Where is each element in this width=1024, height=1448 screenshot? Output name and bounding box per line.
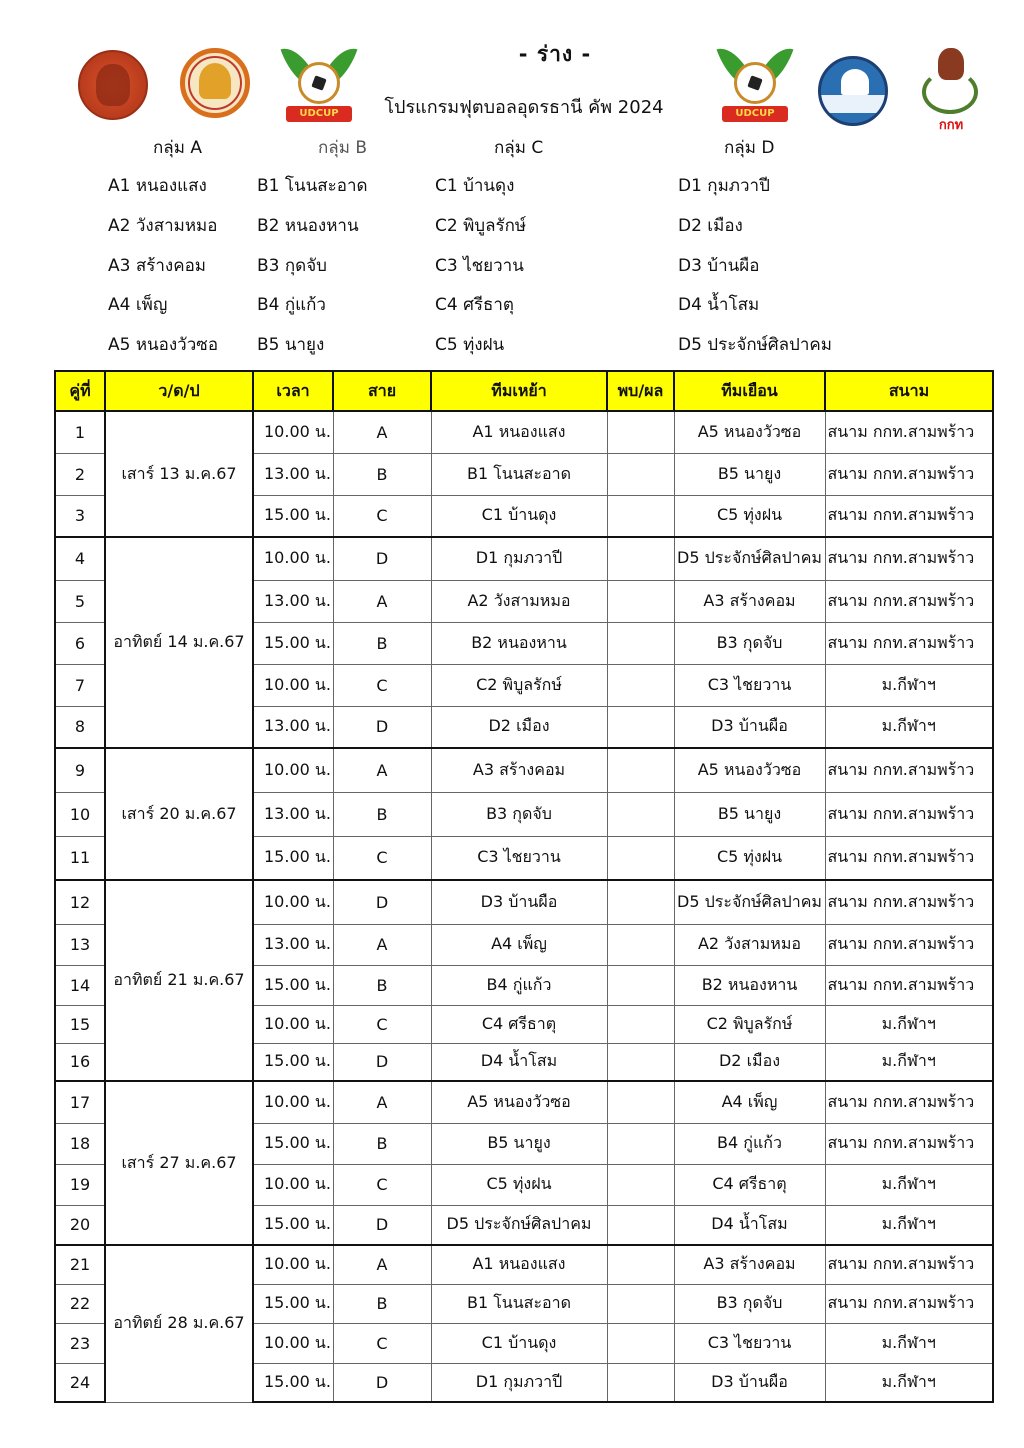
match-group-cell: A — [333, 1245, 431, 1284]
result-cell — [607, 664, 674, 706]
away-team-cell: C5 ทุ่งฝน — [674, 495, 825, 537]
result-cell — [607, 1245, 674, 1284]
home-team-cell: B3 กุดจับ — [431, 792, 607, 836]
venue-cell: สนาม กกท.สามพร้าว — [825, 537, 993, 580]
away-team-cell: C2 พิบูลรักษ์ — [674, 1005, 825, 1043]
home-team-cell: D1 กุมภวาปี — [431, 537, 607, 580]
col-header-venue: สนาม — [825, 371, 993, 411]
home-team-cell: A5 หนองวัวซอ — [431, 1081, 607, 1123]
away-team-cell: B5 นายูง — [674, 792, 825, 836]
match-time-cell: 10.00 น. — [253, 664, 333, 706]
result-cell — [607, 880, 674, 924]
home-team-cell: C5 ทุ่งฝน — [431, 1164, 607, 1205]
venue-cell: สนาม กกท.สามพร้าว — [825, 1081, 993, 1123]
away-team-cell: D2 เมือง — [674, 1043, 825, 1081]
venue-cell: ม.กีฬาฯ — [825, 1005, 993, 1043]
home-team-cell: A2 วังสามหมอ — [431, 580, 607, 622]
match-time-cell: 10.00 น. — [253, 1081, 333, 1123]
match-number-cell: 16 — [55, 1043, 105, 1081]
venue-cell: สนาม กกท.สามพร้าว — [825, 622, 993, 664]
result-cell — [607, 706, 674, 748]
match-number-cell: 17 — [55, 1081, 105, 1123]
match-time-cell: 13.00 น. — [253, 924, 333, 965]
venue-cell: สนาม กกท.สามพร้าว — [825, 580, 993, 622]
match-time-cell: 15.00 น. — [253, 1043, 333, 1081]
result-cell — [607, 965, 674, 1005]
match-number-cell: 18 — [55, 1123, 105, 1164]
match-group-cell: D — [333, 1205, 431, 1245]
venue-cell: สนาม กกท.สามพร้าว — [825, 880, 993, 924]
match-group-cell: B — [333, 792, 431, 836]
home-team-cell: B4 กู่แก้ว — [431, 965, 607, 1005]
group-team-item: A2 วังสามหมอ — [108, 216, 218, 236]
col-header-time: เวลา — [253, 371, 333, 411]
table-row — [55, 748, 993, 792]
away-team-cell: A5 หนองวัวซอ — [674, 748, 825, 792]
match-group-cell: B — [333, 1123, 431, 1164]
match-number-cell: 13 — [55, 924, 105, 965]
home-team-cell: D5 ประจักษ์ศิลปาคม — [431, 1205, 607, 1245]
match-time-cell: 15.00 น. — [253, 622, 333, 664]
match-group-cell: D — [333, 1363, 431, 1402]
match-number-cell: 10 — [55, 792, 105, 836]
venue-cell: สนาม กกท.สามพร้าว — [825, 1245, 993, 1284]
col-header-date: ว/ด/ป — [105, 371, 253, 411]
result-cell — [607, 622, 674, 664]
match-time-cell: 15.00 น. — [253, 965, 333, 1005]
home-team-cell: C1 บ้านดุง — [431, 1323, 607, 1363]
match-group-cell: A — [333, 924, 431, 965]
venue-cell: สนาม กกท.สามพร้าว — [825, 748, 993, 792]
home-team-cell: B1 โนนสะอาด — [431, 453, 607, 495]
result-cell — [607, 1081, 674, 1123]
match-group-cell: C — [333, 1323, 431, 1363]
match-number-cell: 8 — [55, 706, 105, 748]
match-group-cell: C — [333, 836, 431, 880]
table-row — [55, 880, 993, 924]
match-date-cell: เสาร์ 20 ม.ค.67 — [105, 748, 253, 880]
match-date-cell: อาทิตย์ 21 ม.ค.67 — [105, 880, 253, 1081]
match-group-cell: C — [333, 1164, 431, 1205]
home-team-cell: D1 กุมภวาปี — [431, 1363, 607, 1402]
away-team-cell: D3 บ้านผือ — [674, 1363, 825, 1402]
home-team-cell: C2 พิบูลรักษ์ — [431, 664, 607, 706]
match-number-cell: 20 — [55, 1205, 105, 1245]
away-team-cell: D4 น้ำโสม — [674, 1205, 825, 1245]
match-time-cell: 10.00 น. — [253, 411, 333, 453]
group-team-item: A3 สร้างคอม — [108, 256, 206, 276]
match-group-cell: B — [333, 965, 431, 1005]
group-team-item: B3 กุดจับ — [257, 256, 327, 276]
result-cell — [607, 537, 674, 580]
match-group-cell: A — [333, 580, 431, 622]
group-team-item: D5 ประจักษ์ศิลปาคม — [678, 335, 832, 355]
match-number-cell: 6 — [55, 622, 105, 664]
venue-cell: สนาม กกท.สามพร้าว — [825, 453, 993, 495]
group-team-item: B5 นายูง — [257, 335, 325, 355]
match-group-cell: A — [333, 748, 431, 792]
match-number-cell: 14 — [55, 965, 105, 1005]
home-team-cell: A1 หนองแสง — [431, 411, 607, 453]
match-time-cell: 15.00 น. — [253, 1363, 333, 1402]
result-cell — [607, 1123, 674, 1164]
match-number-cell: 1 — [55, 411, 105, 453]
page-title: โปรแกรมฟุตบอลอุดรธานี คัพ 2024 — [384, 97, 664, 118]
match-time-cell: 15.00 น. — [253, 836, 333, 880]
match-time-cell: 15.00 น. — [253, 495, 333, 537]
match-number-cell: 24 — [55, 1363, 105, 1402]
match-time-cell: 13.00 น. — [253, 580, 333, 622]
group-team-item: A5 หนองวัวซอ — [108, 335, 219, 355]
home-team-cell: A3 สร้างคอม — [431, 748, 607, 792]
match-group-cell: C — [333, 1005, 431, 1043]
home-team-cell: D3 บ้านผือ — [431, 880, 607, 924]
sports-authority-logo-text: กกท — [938, 118, 964, 133]
home-team-cell: C1 บ้านดุง — [431, 495, 607, 537]
match-number-cell: 22 — [55, 1284, 105, 1323]
away-team-cell: B3 กุดจับ — [674, 1284, 825, 1323]
match-number-cell: 12 — [55, 880, 105, 924]
result-cell — [607, 495, 674, 537]
result-cell — [607, 1005, 674, 1043]
match-group-cell: C — [333, 664, 431, 706]
away-team-cell: A3 สร้างคอม — [674, 580, 825, 622]
table-header-row — [55, 371, 993, 411]
result-cell — [607, 1363, 674, 1402]
home-team-cell: A1 หนองแสง — [431, 1245, 607, 1284]
col-header-match-no: คู่ที่ — [55, 371, 105, 411]
away-team-cell: D5 ประจักษ์ศิลปาคม — [674, 537, 825, 580]
col-header-group: สาย — [333, 371, 431, 411]
match-number-cell: 9 — [55, 748, 105, 792]
away-team-cell: C4 ศรีธาตุ — [674, 1164, 825, 1205]
group-c-heading: กลุ่ม C — [494, 138, 544, 158]
group-b-heading: กลุ่ม B — [318, 138, 367, 158]
col-header-away-team: ทีมเยือน — [674, 371, 825, 411]
group-d-heading: กลุ่ม D — [724, 138, 775, 158]
match-number-cell: 15 — [55, 1005, 105, 1043]
group-team-item: D4 น้ำโสม — [678, 295, 760, 315]
home-team-cell: B1 โนนสะอาด — [431, 1284, 607, 1323]
match-number-cell: 21 — [55, 1245, 105, 1284]
match-number-cell: 2 — [55, 453, 105, 495]
match-number-cell: 7 — [55, 664, 105, 706]
group-team-item: D2 เมือง — [678, 216, 743, 236]
group-team-item: B2 หนองหาน — [257, 216, 359, 236]
venue-cell: สนาม กกท.สามพร้าว — [825, 495, 993, 537]
group-team-item: C2 พิบูลรักษ์ — [435, 216, 527, 236]
away-team-cell: B5 นายูง — [674, 453, 825, 495]
home-team-cell: D4 น้ำโสม — [431, 1043, 607, 1081]
venue-cell: ม.กีฬาฯ — [825, 1043, 993, 1081]
away-team-cell: D5 ประจักษ์ศิลปาคม — [674, 880, 825, 924]
away-team-cell: A3 สร้างคอม — [674, 1245, 825, 1284]
match-time-cell: 15.00 น. — [253, 1205, 333, 1245]
udcup-logo-text: UDCUP — [286, 106, 352, 122]
match-group-cell: C — [333, 495, 431, 537]
venue-cell: สนาม กกท.สามพร้าว — [825, 792, 993, 836]
result-cell — [607, 792, 674, 836]
away-team-cell: B2 หนองหาน — [674, 965, 825, 1005]
home-team-cell: B2 หนองหาน — [431, 622, 607, 664]
away-team-cell: A2 วังสามหมอ — [674, 924, 825, 965]
group-team-item: D3 บ้านผือ — [678, 256, 760, 276]
col-header-home-team: ทีมเหย้า — [431, 371, 607, 411]
venue-cell: ม.กีฬาฯ — [825, 1205, 993, 1245]
result-cell — [607, 580, 674, 622]
venue-cell: สนาม กกท.สามพร้าว — [825, 924, 993, 965]
match-date-cell: อาทิตย์ 28 ม.ค.67 — [105, 1245, 253, 1402]
match-group-cell: B — [333, 622, 431, 664]
home-team-cell: C3 ไชยวาน — [431, 836, 607, 880]
away-team-cell: B4 กู่แก้ว — [674, 1123, 825, 1164]
home-team-cell: D2 เมือง — [431, 706, 607, 748]
result-cell — [607, 1284, 674, 1323]
col-header-result: พบ/ผล — [607, 371, 674, 411]
match-time-cell: 13.00 น. — [253, 706, 333, 748]
away-team-cell: C5 ทุ่งฝน — [674, 836, 825, 880]
group-team-item: A4 เพ็ญ — [108, 295, 168, 315]
match-number-cell: 3 — [55, 495, 105, 537]
group-a-heading: กลุ่ม A — [153, 138, 202, 158]
result-cell — [607, 1164, 674, 1205]
match-number-cell: 4 — [55, 537, 105, 580]
match-group-cell: A — [333, 1081, 431, 1123]
match-number-cell: 19 — [55, 1164, 105, 1205]
udcup-logo-text: UDCUP — [722, 106, 788, 122]
result-cell — [607, 924, 674, 965]
result-cell — [607, 748, 674, 792]
venue-cell: ม.กีฬาฯ — [825, 706, 993, 748]
match-group-cell: D — [333, 880, 431, 924]
group-team-item: D1 กุมภวาปี — [678, 176, 770, 196]
away-team-cell: C3 ไชยวาน — [674, 1323, 825, 1363]
result-cell — [607, 1205, 674, 1245]
venue-cell: สนาม กกท.สามพร้าว — [825, 836, 993, 880]
result-cell — [607, 836, 674, 880]
match-group-cell: B — [333, 453, 431, 495]
match-time-cell: 15.00 น. — [253, 1123, 333, 1164]
venue-cell: สนาม กกท.สามพร้าว — [825, 1284, 993, 1323]
group-team-item: C1 บ้านดุง — [435, 176, 515, 196]
match-time-cell: 10.00 น. — [253, 537, 333, 580]
result-cell — [607, 411, 674, 453]
match-time-cell: 10.00 น. — [253, 1005, 333, 1043]
venue-cell: สนาม กกท.สามพร้าว — [825, 1123, 993, 1164]
table-row — [55, 1245, 993, 1284]
venue-cell: ม.กีฬาฯ — [825, 1323, 993, 1363]
match-group-cell: D — [333, 537, 431, 580]
match-time-cell: 10.00 น. — [253, 748, 333, 792]
result-cell — [607, 1323, 674, 1363]
away-team-cell: A5 หนองวัวซอ — [674, 411, 825, 453]
table-row — [55, 411, 993, 453]
match-date-cell: เสาร์ 27 ม.ค.67 — [105, 1081, 253, 1245]
group-team-item: C3 ไชยวาน — [435, 256, 524, 276]
match-schedule-table — [54, 370, 994, 1403]
match-date-cell: อาทิตย์ 14 ม.ค.67 — [105, 537, 253, 748]
away-team-cell: C3 ไชยวาน — [674, 664, 825, 706]
table-row — [55, 1081, 993, 1123]
match-date-cell: เสาร์ 13 ม.ค.67 — [105, 411, 253, 537]
away-team-cell: D3 บ้านผือ — [674, 706, 825, 748]
home-team-cell: C4 ศรีธาตุ — [431, 1005, 607, 1043]
venue-cell: สนาม กกท.สามพร้าว — [825, 411, 993, 453]
match-number-cell: 11 — [55, 836, 105, 880]
result-cell — [607, 1043, 674, 1081]
away-team-cell: B3 กุดจับ — [674, 622, 825, 664]
result-cell — [607, 453, 674, 495]
match-group-cell: D — [333, 1043, 431, 1081]
draft-label: - ร่าง - — [518, 42, 592, 66]
group-team-item: A1 หนองแสง — [108, 176, 207, 196]
match-time-cell: 13.00 น. — [253, 792, 333, 836]
away-team-cell: A4 เพ็ญ — [674, 1081, 825, 1123]
match-time-cell: 10.00 น. — [253, 1323, 333, 1363]
venue-cell: สนาม กกท.สามพร้าว — [825, 965, 993, 1005]
match-group-cell: D — [333, 706, 431, 748]
match-group-cell: A — [333, 411, 431, 453]
match-number-cell: 23 — [55, 1323, 105, 1363]
group-team-item: C4 ศรีธาตุ — [435, 295, 514, 315]
group-team-item: C5 ทุ่งฝน — [435, 335, 505, 355]
match-number-cell: 5 — [55, 580, 105, 622]
home-team-cell: A4 เพ็ญ — [431, 924, 607, 965]
match-time-cell: 10.00 น. — [253, 880, 333, 924]
home-team-cell: B5 นายูง — [431, 1123, 607, 1164]
venue-cell: ม.กีฬาฯ — [825, 1363, 993, 1402]
group-team-item: B4 กู่แก้ว — [257, 295, 326, 315]
match-time-cell: 10.00 น. — [253, 1245, 333, 1284]
match-time-cell: 15.00 น. — [253, 1284, 333, 1323]
table-row — [55, 537, 993, 580]
match-group-cell: B — [333, 1284, 431, 1323]
group-team-item: B1 โนนสะอาด — [257, 176, 368, 196]
venue-cell: ม.กีฬาฯ — [825, 664, 993, 706]
match-time-cell: 10.00 น. — [253, 1164, 333, 1205]
match-time-cell: 13.00 น. — [253, 453, 333, 495]
venue-cell: ม.กีฬาฯ — [825, 1164, 993, 1205]
